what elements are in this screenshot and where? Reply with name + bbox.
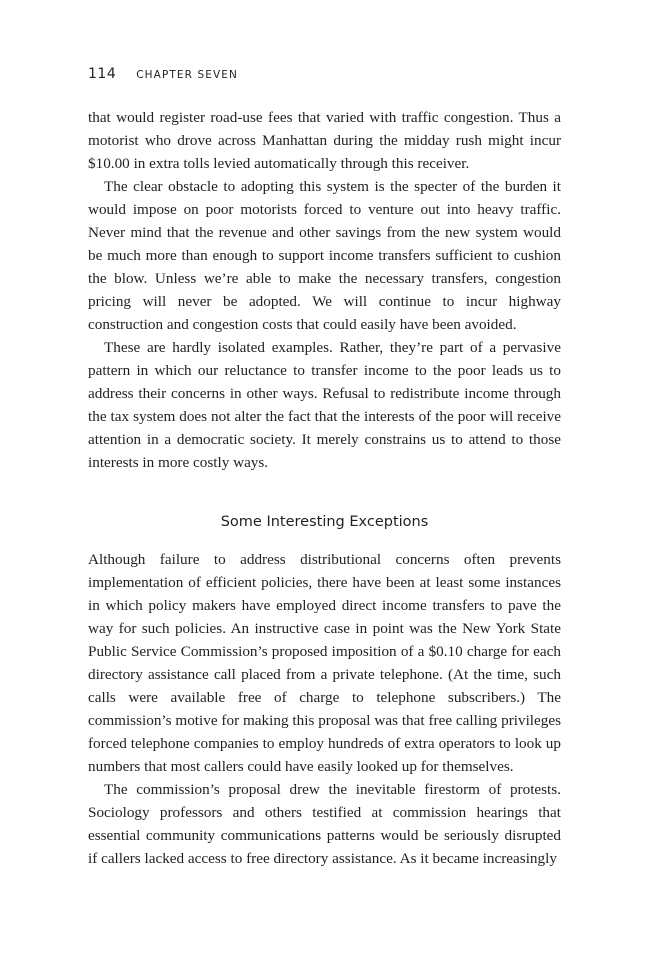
section-heading: Some Interesting Exceptions	[220, 514, 429, 530]
paragraph: Although failure to address distributional concerns often prevents implementation of efficient policies, there have been at least some instances in which policy makers have employed direct income transfers to pave the way for such policies. An instructive case in point was the New York State Public Service Commission’s proposed imposition of a $0.10 charge for each directory assistance call placed from a private telephone. (At the time, such calls were available free of charge to telephone subscribers.) The commission’s motive for making this proposal was that free calling privileges forced telephone companies to employ hundreds of extra operators to look up numbers that most callers could have easily looked up for themselves.	[88, 551, 561, 775]
paragraph: The commission’s proposal drew the inevitable firestorm of protests. Sociology professors and others testified at commission hearings that essential community communications patterns would be seriously disrupted if callers lacked access to free directory assistance. As it became increasingly	[88, 781, 561, 867]
running-head	[88, 66, 238, 82]
paragraph: The clear obstacle to adopting this system is the specter of the burden it would impose on poor motorists forced to venture out into heavy traffic. Never mind that the revenue and other savings from the new system would be much more than enough to support income transfers sufficient to cushion the blow. Unless we’re able to make the necessary transfers, congestion pricing will never be adopted. We will continue to incur highway construction and congestion costs that could easily have been avoided.	[88, 178, 561, 333]
paragraph-continued: that would register road-use fees that varied with traffic congestion. Thus a motorist who drove across Manhattan during the midday rush might incur $10.00 in extra tolls levied automatically through this receiver.	[88, 109, 561, 172]
body-text-section	[88, 548, 561, 870]
paragraph: These are hardly isolated examples. Rather, they’re part of a pervasive pattern in which our reluctance to transfer income to the poor leads us to address their concerns in other ways. Refusal to redistribute income through the tax system does not alter the fact that the interests of the poor will receive attention in a democratic society. It merely constrains us to attend to those interests in more costly ways.	[88, 339, 561, 471]
body-text-before-section	[88, 106, 561, 474]
chapter-title: CHAPTER SEVEN	[136, 69, 238, 81]
page-number: 114	[88, 66, 117, 82]
